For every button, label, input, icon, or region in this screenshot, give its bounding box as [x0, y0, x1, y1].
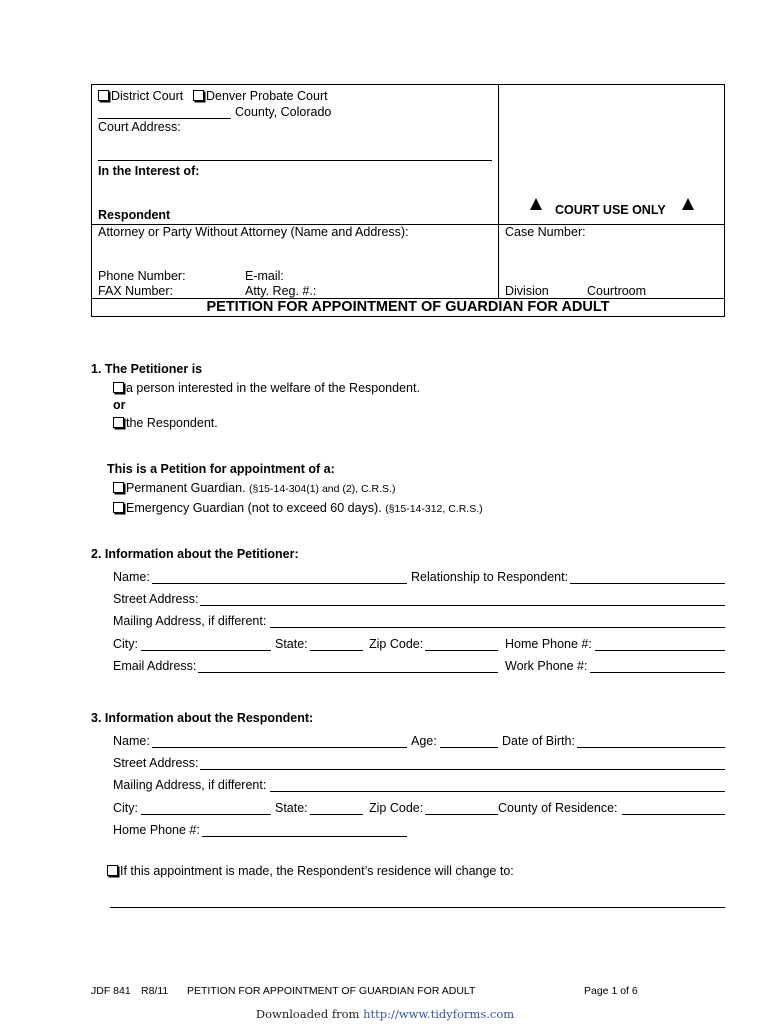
section3-heading: 3. Information about the Respondent:	[91, 711, 314, 725]
petition-type-heading: This is a Petition for appointment of a:	[107, 462, 335, 476]
email-label: E-mail:	[245, 269, 284, 283]
page-number: Page 1 of 6	[584, 985, 638, 997]
petitioner-interested-option[interactable]	[113, 381, 420, 395]
case-number-label: Case Number:	[505, 225, 586, 239]
statute-ref: (§15-14-312, C.R.S.)	[385, 503, 483, 515]
pet-email-label: Email Address:	[113, 659, 197, 673]
resp-city-label: City:	[113, 801, 138, 815]
fax-label: FAX Number:	[98, 284, 174, 298]
checkbox[interactable]	[113, 502, 124, 513]
option-label: If this appointment is made, the Respondent’s residence will change to:	[120, 864, 514, 878]
court-address-field[interactable]	[98, 160, 492, 161]
pet-relationship-label: Relationship to Respondent:	[411, 570, 569, 584]
up-arrow-icon	[530, 198, 542, 210]
resp-age-label: Age:	[411, 734, 437, 748]
download-link[interactable]: http://www.tidyforms.com	[363, 1007, 515, 1021]
section1-heading: 1. The Petitioner is	[91, 362, 203, 376]
checkbox[interactable]	[107, 865, 118, 876]
denver-probate-option[interactable]	[193, 89, 328, 103]
option-label: the Respondent.	[126, 416, 218, 430]
pet-street-label: Street Address:	[113, 592, 199, 606]
resp-county-label: County of Residence:	[498, 801, 618, 815]
option-label: a person interested in the welfare of the Respondent.	[126, 381, 420, 395]
resp-zip-field[interactable]	[425, 814, 498, 815]
pet-home-phone-label: Home Phone #:	[505, 637, 592, 651]
resp-dob-label: Date of Birth:	[502, 734, 575, 748]
resp-street-label: Street Address:	[113, 756, 199, 770]
section2-heading: 2. Information about the Petitioner:	[91, 547, 299, 561]
pet-work-phone-label: Work Phone #:	[505, 659, 588, 673]
form-title: PETITION FOR APPOINTMENT OF GUARDIAN FOR ADULT	[206, 299, 610, 315]
permanent-guardian-option[interactable]	[113, 481, 395, 495]
residence-change-field[interactable]	[110, 907, 725, 908]
denver-probate-checkbox[interactable]	[193, 90, 204, 101]
option-label: Permanent Guardian.	[126, 481, 246, 495]
petitioner-respondent-option[interactable]	[113, 416, 218, 430]
pet-work-phone-field[interactable]	[590, 672, 725, 673]
emergency-guardian-option[interactable]	[113, 501, 483, 515]
district-court-option[interactable]	[98, 89, 183, 103]
in-interest-label: In the Interest of:	[98, 164, 200, 178]
form-revision: R8/11	[141, 985, 169, 997]
pet-home-phone-field[interactable]	[595, 650, 725, 651]
option-label: Emergency Guardian (not to exceed 60 days).	[126, 501, 382, 515]
resp-mailing-field[interactable]	[270, 791, 725, 792]
resp-name-field[interactable]	[152, 747, 407, 748]
attorney-label: Attorney or Party Without Attorney (Name and Address):	[98, 225, 409, 239]
checkbox[interactable]	[113, 482, 124, 493]
pet-mailing-field[interactable]	[270, 627, 725, 628]
court-address-label: Court Address:	[98, 120, 181, 134]
pet-state-field[interactable]	[310, 650, 363, 651]
pet-zip-label: Zip Code:	[369, 637, 424, 651]
county-field[interactable]	[98, 118, 231, 119]
pet-email-field[interactable]	[198, 672, 498, 673]
phone-label: Phone Number:	[98, 269, 186, 283]
pet-city-field[interactable]	[141, 650, 271, 651]
resp-city-field[interactable]	[141, 814, 271, 815]
county-label: County, Colorado	[235, 105, 332, 119]
district-court-label: District Court	[111, 89, 184, 103]
resp-mailing-label: Mailing Address, if different:	[113, 778, 267, 792]
pet-city-label: City:	[113, 637, 138, 651]
pet-state-label: State:	[275, 637, 308, 651]
division-label: Division	[505, 284, 549, 298]
resp-state-label: State:	[275, 801, 308, 815]
resp-county-field[interactable]	[622, 814, 725, 815]
resp-street-field[interactable]	[200, 769, 725, 770]
download-notice	[0, 1007, 770, 1021]
footer-title: PETITION FOR APPOINTMENT OF GUARDIAN FOR ADULT	[187, 985, 476, 997]
denver-probate-label: Denver Probate Court	[206, 89, 328, 103]
form-id: JDF 841	[91, 985, 131, 997]
district-court-checkbox[interactable]	[98, 90, 109, 101]
checkbox[interactable]	[113, 417, 124, 428]
court-use-only-label: COURT USE ONLY	[555, 203, 666, 217]
pet-street-field[interactable]	[200, 605, 725, 606]
respondent-label: Respondent	[98, 208, 171, 222]
pet-mailing-label: Mailing Address, if different:	[113, 614, 267, 628]
pet-relationship-field[interactable]	[570, 583, 725, 584]
download-prefix: Downloaded from	[255, 1007, 360, 1021]
pet-name-field[interactable]	[152, 583, 407, 584]
atty-reg-label: Atty. Reg. #.:	[245, 284, 317, 298]
resp-age-field[interactable]	[440, 747, 498, 748]
or-label: or	[113, 398, 126, 412]
checkbox[interactable]	[113, 382, 124, 393]
pet-zip-field[interactable]	[425, 650, 498, 651]
up-arrow-icon	[682, 198, 694, 210]
courtroom-label: Courtroom	[587, 284, 647, 298]
resp-home-phone-label: Home Phone #:	[113, 823, 200, 837]
statute-ref: (§15-14-304(1) and (2), C.R.S.)	[249, 483, 396, 495]
resp-zip-label: Zip Code:	[369, 801, 424, 815]
resp-home-phone-field[interactable]	[202, 836, 407, 837]
resp-dob-field[interactable]	[577, 747, 725, 748]
resp-state-field[interactable]	[310, 814, 363, 815]
resp-name-label: Name:	[113, 734, 150, 748]
residence-change-option[interactable]	[107, 864, 514, 878]
pet-name-label: Name:	[113, 570, 150, 584]
